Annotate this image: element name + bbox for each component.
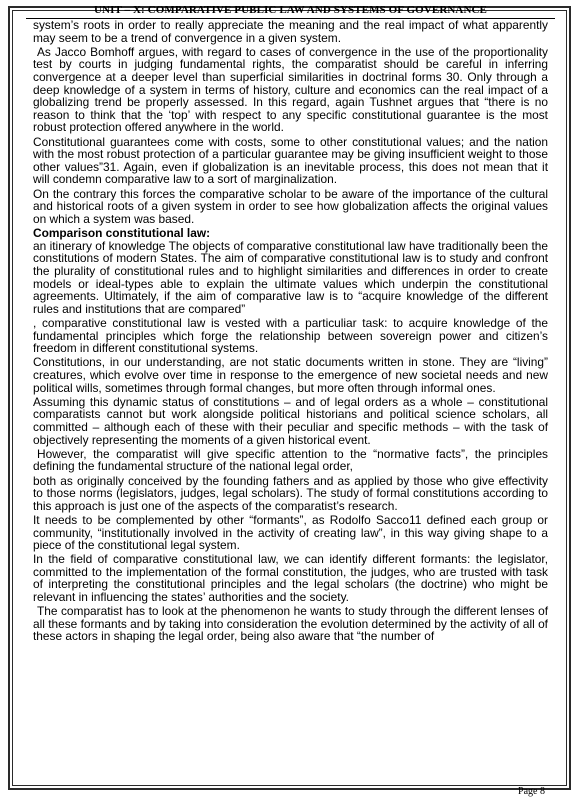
paragraph: In the field of comparative constitutional law, we can identify different formants: the legislator, committed to the implementation of the formal constitution, the judges, who are trusted with task of interpreting the constitutional principles and the legal scholars (the doctrine) who might be relevant in influencing the states’ authorities and the society. bbox=[33, 552, 548, 605]
paragraph: Constitutional guarantees come with costs, some to other constitutional values; and the nation with the most robust protection of a particular guarantee may be giving insufficient weight to those other values”31. Again, even if globalization is an inevitable process, this does not mean that it will condemn comparative law to a sort of marginalization. bbox=[33, 134, 548, 187]
body-text bbox=[33, 19, 548, 645]
paragraph: It needs to be complemented by other “formants”, as Rodolfo Sacco11 defined each group or community, “institutionally involved in the activity of creating law”, in this way giving shape to a piece of the constitutional legal system. bbox=[33, 512, 548, 553]
paragraph: As Jacco Bomhoff argues, with regard to cases of convergence in the use of the proportionality test by courts in judging fundamental rights, the comparatist should be careful in inferring convergence at a deeper level than superficial similarities in doctrinal forms 30. Only through a deep knowledge of a system in terms of history, culture and economics can the real impact of a globalizing trend be properly assessed. In this regard, again Tushnet argues that “there is no reason to think that the ‘top’ with respect to any specific constitutional guarantee is the most robust protection offered anywhere in the world. bbox=[33, 44, 548, 135]
paragraph: Constitutions, in our understanding, are not static documents written in stone. They are “living” creatures, which evolve over time in response to the emergence of new societal needs and new political wills, sometimes through formal changes, but more often through informal ones. bbox=[33, 355, 548, 395]
paragraph: However, the comparatist will give specific attention to the “normative facts”, the principles defining the fundamental structure of the national legal order, bbox=[33, 446, 548, 474]
paragraph: system’s roots in order to really appreciate the meaning and the real impact of what apparently may seem to be a trend of convergence in a given system. bbox=[33, 18, 548, 45]
page-number: Page 8 bbox=[518, 786, 545, 797]
paragraph: both as originally conceived by the founding fathers and as applied by those who give effectivity to those norms (legislators, judges, legal scholars). The study of formal constitutions according to this approach is just one of the aspects of the comparatist’s research. bbox=[33, 473, 548, 513]
paragraph: On the contrary this forces the comparative scholar to be aware of the importance of the cultural and historical roots of a given system in order to see how globalization affects the original values on which a system was based. bbox=[33, 186, 548, 226]
running-header: UNIT – X: COMPARATIVE PUBLIC LAW AND SYSTEMS OF GOVERNANCE bbox=[94, 4, 487, 16]
paragraph: The comparatist has to look at the phenomenon he wants to study through the different lenses of all these formants and by taking into consideration the evolution determined by the activity of all of these actors in shaping the legal order, being also aware that “the number of bbox=[33, 604, 548, 644]
paragraph: , comparative constitutional law is vested with a particuliar task: to acquire knowledge of the fundamental principles which forge the relationship between sovereign power and citizen’s freedom in different constitutional systems. bbox=[33, 316, 548, 356]
paragraph: an itinerary of knowledge The objects of comparative constitutional law have traditionally been the constitutions of modern States. The aim of comparative constitutional law is to study and confront the plurality of constitutional rules and to highlight similarities and differences in order to create models or ideal-types able to explain the ultimate values which underpin the constitutional agreements. Ultimately, if the aim of comparative law is to “acquire knowledge of the different rules and institutions that are compared” bbox=[33, 238, 548, 316]
paragraph: Assuming this dynamic status of constitutions – and of legal orders as a whole – constitutional comparatists cannot but work alongside political historians and political science scholars, all committed – although each of these with their peculiar and specific methods – with the task of objectively representing the moments of a given historical event. bbox=[33, 394, 548, 447]
section-heading: Comparison constitutional law: bbox=[33, 225, 211, 240]
